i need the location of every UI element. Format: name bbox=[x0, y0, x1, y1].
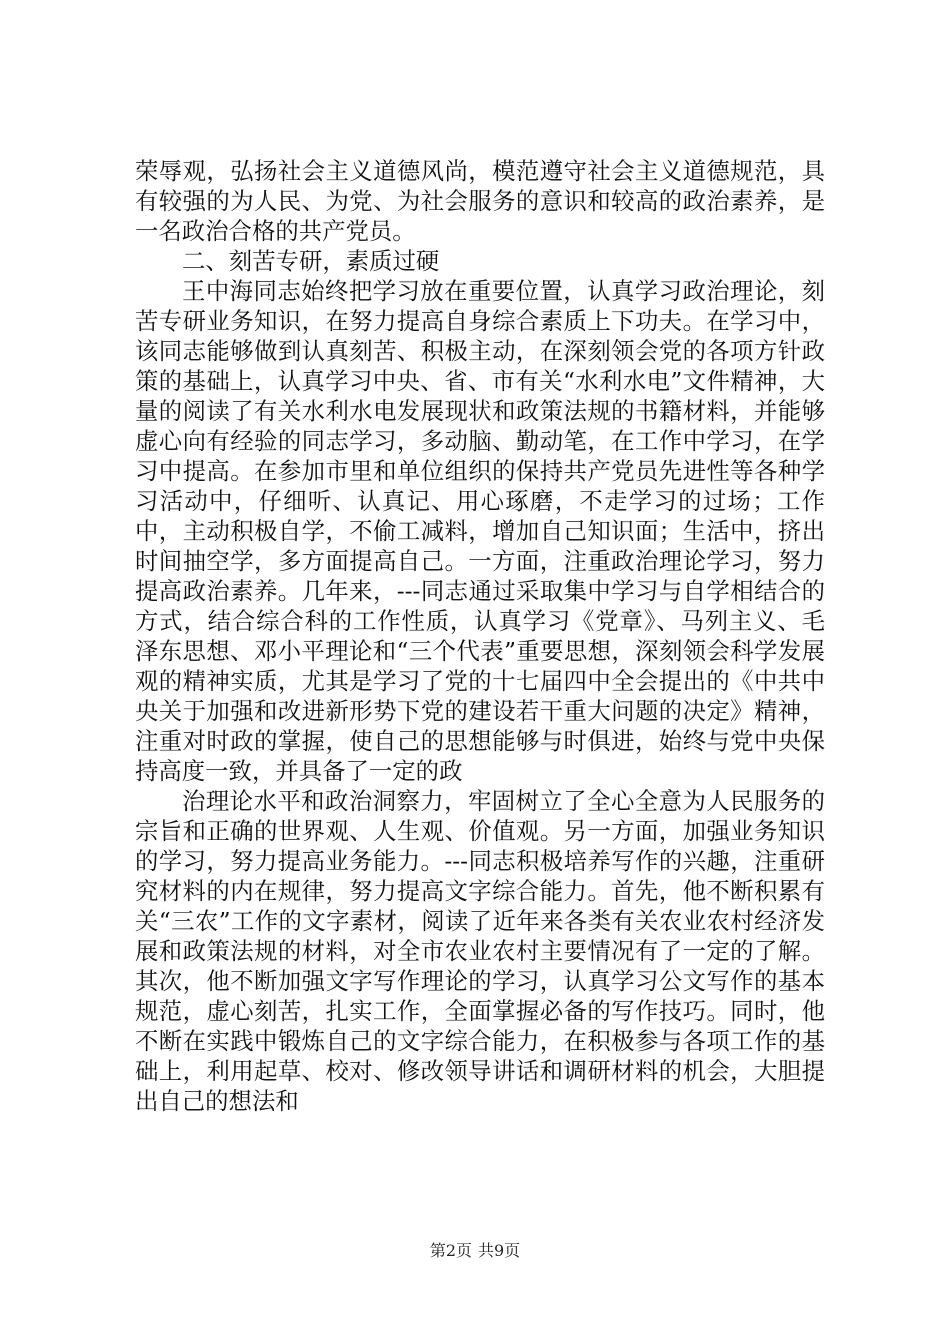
document-body bbox=[135, 156, 825, 1116]
page-number: 第2页 bbox=[429, 1241, 472, 1260]
page-total: 共9页 bbox=[478, 1241, 521, 1260]
page-footer bbox=[0, 1238, 950, 1261]
paragraph-continuation: 荣辱观，弘扬社会主义道德风尚，模范遵守社会主义道德规范，具有较强的为人民、为党、为社会服务的意识和较高的政治素养，是一名政治合格的共产党员。 bbox=[135, 157, 825, 245]
paragraph-theory: 治理论水平和政治洞察力，牢固树立了全心全意为人民服务的宗旨和正确的世界观、人生观、价值观。另一方面，加强业务知识的学习，努力提高业务能力。---同志积极培养写作的兴趣，注重研究材料的内在规律，努力提高文字综合能力。首先，他不断积累有关“三农”工作的文字素材，阅读了近年来各类有关农业农村经济发展和政策法规的材料，对全市农业农村主要情况有了一定的了解。其次，他不断加强文字写作理论的学习，认真学习公文写作的基本规范，虚心刻苦，扎实工作，全面掌握必备的写作技巧。同时，他不断在实践中锻炼自己的文字综合能力，在积极参与各项工作的基础上，利用起草、校对、修改领导讲话和调研材料的机会，大胆提出自己的想法和 bbox=[135, 787, 825, 1115]
section-heading: 二、刻苦专研，素质过硬 bbox=[182, 247, 440, 275]
paragraph-study: 王中海同志始终把学习放在重要位置，认真学习政治理论，刻苦专研业务知识，在努力提高自身综合素质上下功夫。在学习中，该同志能够做到认真刻苦、积极主动，在深刻领会党的各项方针政策的基础上，认真学习中央、省、市有关“水利水电”文件精神，大量的阅读了有关水利水电发展现状和政策法规的书籍材料，并能够虚心向有经验的同志学习，多动脑、勤动笔，在工作中学习，在学习中提高。在参加市里和单位组织的保持共产党员先进性等各种学习活动中，仔细听、认真记、用心琢磨，不走学习的过场；工作中，主动积极自学，不偷工减料，增加自己知识面；生活中，挤出时间抽空学，多方面提高自己。一方面，注重政治理论学习，努力提高政治素养。几年来，---同志通过采取集中学习与自学相结合的方式，结合综合科的工作性质，认真学习《党章》、马列主义、毛泽东思想、邓小平理论和“三个代表”重要思想，深刻领会科学发展观的精神实质，尤其是学习了党的十七届四中全会提出的《中共中央关于加强和改进新形势下党的建设若干重大问题的决定》精神，注重对时政的掌握，使自己的思想能够与时俱进，始终与党中央保持高度一致，并具备了一定的政 bbox=[135, 277, 825, 785]
